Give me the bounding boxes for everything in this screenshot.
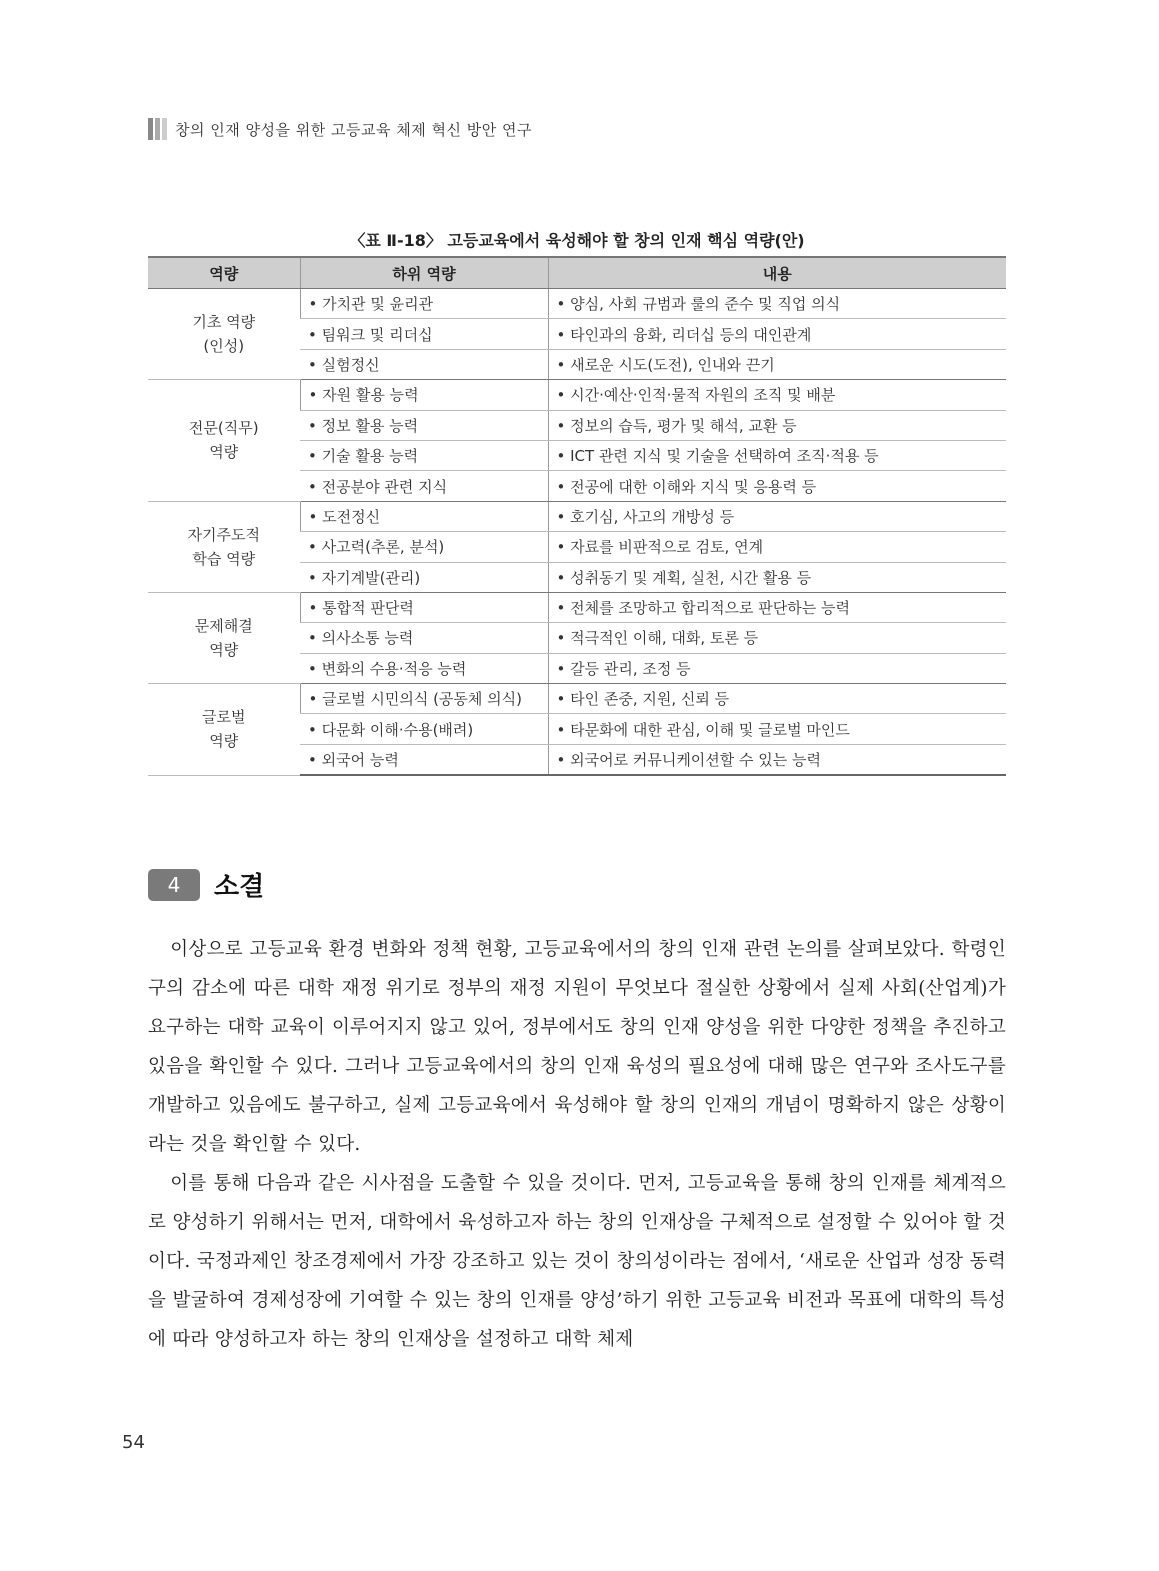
header-bars-icon [148, 118, 167, 140]
sub-competency-cell: • 글로벌 시민의식 (공동체 의식) [300, 684, 548, 714]
category-cell: 문제해결 역량 [148, 592, 300, 683]
section-title: 소결 [214, 872, 265, 902]
table-row [148, 684, 1006, 714]
sub-competency-cell: • 가치관 및 윤리관 [300, 289, 548, 319]
page-number: 54 [122, 1432, 145, 1453]
content-cell: • 타인과의 융화, 리더십 등의 대인관계 [548, 319, 1006, 349]
body-text [148, 930, 1006, 1359]
sub-competency-cell: • 전공분야 관련 지식 [300, 471, 548, 501]
running-header-title: 창의 인재 양성을 위한 고등교육 체제 혁신 방안 연구 [175, 120, 532, 139]
content-cell: • 호기심, 사고의 개방성 등 [548, 501, 1006, 531]
category-cell: 글로벌 역량 [148, 684, 300, 776]
content-cell: • 외국어로 커뮤니케이션할 수 있는 능력 [548, 744, 1006, 775]
table-caption: 〈표 Ⅱ-18〉 고등교육에서 육성해야 할 창의 인재 핵심 역량(안) [349, 231, 805, 250]
table-row [148, 289, 1006, 319]
column-header: 내용 [548, 257, 1006, 289]
paragraph: 이를 통해 다음과 같은 시사점을 도출할 수 있을 것이다. 먼저, 고등교육을 통해 창의 인재를 체계적으로 양성하기 위해서는 먼저, 대학에서 육성하고자 하는 창의 인재상을 구체적으로 설정할 수 있어야 할 것이다. 국정과제인 창조경제에서 가장 강조하고 있는 것이 창의성이라는 점에서, ‘새로운 산업과 성장 동력을 발굴하여 경제성장에 기여할 수 있는 창의 인재를 양성’하기 위한 고등교육 비전과 목표에 대학의 특성에 따라 양성하고자 하는 창의 인재상을 설정하고 대학 체제 [148, 1173, 1006, 1350]
sub-competency-cell: • 정보 활용 능력 [300, 410, 548, 440]
sub-competency-cell: • 의사소통 능력 [300, 623, 548, 653]
content-cell: • 새로운 시도(도전), 인내와 끈기 [548, 349, 1006, 379]
sub-competency-cell: • 팀워크 및 리더십 [300, 319, 548, 349]
sub-competency-cell: • 외국어 능력 [300, 744, 548, 775]
sub-competency-cell: • 도전정신 [300, 501, 548, 531]
content-cell: • ICT 관련 지식 및 기술을 선택하여 조직·적용 등 [548, 440, 1006, 470]
content-cell: • 갈등 관리, 조정 등 [548, 653, 1006, 683]
category-cell: 전문(직무) 역량 [148, 380, 300, 502]
paragraph: 이상으로 고등교육 환경 변화와 정책 현황, 고등교육에서의 창의 인재 관련 논의를 살펴보았다. 학령인구의 감소에 따른 대학 재정 위기로 정부의 재정 지원이 무엇보다 절실한 상황에서 실제 사회(산업계)가 요구하는 대학 교육이 이루어지지 않고 있어, 정부에서도 창의 인재 양성을 위한 다양한 정책을 추진하고 있음을 확인할 수 있다. 그러나 고등교육에서의 창의 인재 육성의 필요성에 대해 많은 연구와 조사도구를 개발하고 있음에도 불구하고, 실제 고등교육에서 육성해야 할 창의 인재의 개념이 명확하지 않은 상황이라는 것을 확인할 수 있다. [148, 939, 1006, 1155]
sub-competency-cell: • 사고력(추론, 분석) [300, 532, 548, 562]
sub-competency-cell: • 자원 활용 능력 [300, 380, 548, 410]
sub-competency-cell: • 통합적 판단력 [300, 592, 548, 622]
sub-competency-cell: • 변화의 수용·적응 능력 [300, 653, 548, 683]
section-heading [148, 866, 264, 903]
column-header: 하위 역량 [300, 257, 548, 289]
content-cell: • 정보의 습득, 평가 및 해석, 교환 등 [548, 410, 1006, 440]
running-header [148, 118, 532, 140]
content-cell: • 자료를 비판적으로 검토, 연계 [548, 532, 1006, 562]
table-row [148, 501, 1006, 531]
competency-table [148, 256, 1006, 776]
table-row [148, 380, 1006, 410]
content-cell: • 양심, 사회 규범과 룰의 준수 및 직업 의식 [548, 289, 1006, 319]
content-cell: • 적극적인 이해, 대화, 토론 등 [548, 623, 1006, 653]
content-cell: • 시간·예산·인적·물적 자원의 조직 및 배분 [548, 380, 1006, 410]
content-cell: • 전공에 대한 이해와 지식 및 응용력 등 [548, 471, 1006, 501]
column-header: 역량 [148, 257, 300, 289]
section-number-badge: 4 [148, 869, 200, 901]
content-cell: • 타인 존중, 지원, 신뢰 등 [548, 684, 1006, 714]
category-cell: 자기주도적 학습 역량 [148, 501, 300, 592]
table-header-row [148, 257, 1006, 289]
content-cell: • 타문화에 대한 관심, 이해 및 글로벌 마인드 [548, 714, 1006, 744]
sub-competency-cell: • 자기계발(관리) [300, 562, 548, 592]
sub-competency-cell: • 기술 활용 능력 [300, 440, 548, 470]
content-cell: • 전체를 조망하고 합리적으로 판단하는 능력 [548, 592, 1006, 622]
category-cell: 기초 역량 (인성) [148, 289, 300, 380]
content-cell: • 성취동기 및 계획, 실천, 시간 활용 등 [548, 562, 1006, 592]
sub-competency-cell: • 실험정신 [300, 349, 548, 379]
table-row [148, 592, 1006, 622]
sub-competency-cell: • 다문화 이해·수용(배려) [300, 714, 548, 744]
